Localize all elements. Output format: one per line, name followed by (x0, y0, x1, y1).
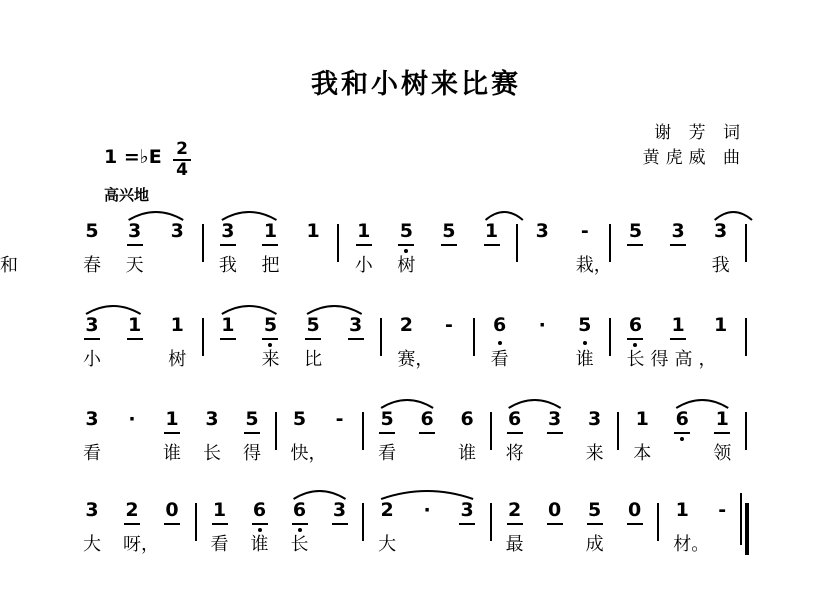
note: 1 (714, 314, 728, 336)
note: 3 (460, 499, 474, 521)
lyric-syllable: 谁 (162, 443, 181, 464)
eighth-underline (484, 244, 500, 246)
lyricist-credit: 谢 芳 词 (654, 123, 746, 143)
note: 1 (221, 314, 235, 336)
note: 1 (357, 220, 371, 242)
note: 5 (578, 314, 592, 336)
eighth-underline (127, 244, 143, 246)
final-barline (745, 503, 749, 555)
note: 5 (380, 408, 394, 430)
note: 6 (508, 408, 522, 430)
note: 3 (588, 408, 602, 430)
eighth-underline (252, 523, 268, 525)
eighth-underline (419, 432, 435, 434)
note: 5 (399, 220, 413, 242)
lyric-syllable: 树 (168, 349, 187, 370)
eighth-underline (398, 244, 414, 246)
eighth-underline (220, 338, 236, 340)
note: 5 (263, 314, 278, 336)
lyric-syllable: 大 (83, 534, 101, 555)
barline (490, 503, 492, 541)
barline (490, 412, 492, 450)
eighth-underline (262, 338, 278, 340)
note: 3 (671, 220, 685, 242)
note: 5 (306, 314, 320, 336)
eighth-underline (627, 523, 643, 525)
lyric-syllable: 看 (378, 443, 397, 464)
lyric-syllable: 本 (633, 443, 652, 464)
barline (745, 224, 747, 262)
note: 6 (252, 499, 267, 521)
eighth-underline (674, 432, 690, 434)
note: 3 (548, 408, 562, 430)
low-octave-dot (258, 528, 262, 532)
note: 1 (263, 220, 278, 242)
lyric-syllable: 我 (218, 255, 237, 276)
staff-line-2 (0, 314, 832, 404)
eighth-underline (670, 244, 686, 246)
lyric-syllable: 比 (304, 349, 323, 370)
lyric-syllable: 看 (83, 443, 101, 464)
eighth-underline (507, 523, 523, 525)
note: 0 (628, 499, 642, 521)
time-signature (173, 141, 191, 179)
eighth-underline (164, 432, 180, 434)
lyric-syllable: 长 (290, 534, 309, 555)
dotted-note: · (423, 499, 431, 521)
note: 3 (332, 499, 347, 521)
note: 1 (671, 314, 685, 336)
note: 6 (675, 408, 689, 430)
eighth-underline (84, 338, 100, 340)
lyric-syllable: 最 (505, 534, 524, 555)
note: 3 (349, 314, 363, 336)
note: 3 (85, 499, 99, 521)
low-octave-dot (268, 343, 272, 347)
lyric-syllable: 谁 (250, 534, 269, 555)
barline (657, 503, 659, 541)
eighth-underline (164, 523, 180, 525)
note: 3 (221, 220, 235, 242)
barline (362, 503, 364, 541)
lyric-syllable: 小 (354, 255, 373, 276)
note: 3 (205, 408, 219, 430)
note: 1 (484, 220, 499, 242)
lyric-syllable: 春 (83, 255, 101, 276)
low-octave-dot (633, 343, 637, 347)
note: 0 (165, 499, 179, 521)
lyric-syllable: 我 (711, 255, 730, 276)
note: 5 (628, 220, 643, 242)
eighth-underline (212, 523, 228, 525)
lyric-syllable: 长得高， (626, 349, 723, 370)
note: 2 (380, 499, 394, 521)
lyric-syllable: 谁 (458, 443, 477, 464)
lyric-syllable: 呀， (122, 534, 159, 555)
lyric-syllable: 来 (261, 349, 280, 370)
lyric-syllable: 成 (585, 534, 604, 555)
lyric-syllable: 天 (125, 255, 144, 276)
lyric-syllable: 得 (242, 443, 261, 464)
lyric-syllable: 谁 (575, 349, 594, 370)
note: 5 (292, 408, 307, 430)
barline (275, 412, 277, 450)
lyric-syllable: 长 (202, 443, 221, 464)
lyric-syllable: 把 (261, 255, 280, 276)
eighth-underline (292, 523, 308, 525)
eighth-underline (124, 523, 140, 525)
eighth-underline (627, 244, 643, 246)
barline (516, 224, 518, 262)
staff-line-3 (0, 408, 832, 498)
note: 3 (85, 314, 99, 336)
note: 0 (548, 499, 562, 521)
lyric-syllable: 来 (585, 443, 604, 464)
eighth-underline (459, 523, 475, 525)
dotted-note: · (128, 408, 136, 430)
eighth-underline (262, 244, 278, 246)
barline (745, 412, 747, 450)
note: 1 (635, 408, 649, 430)
low-octave-dot (680, 437, 684, 441)
barline (362, 412, 364, 450)
note: 6 (628, 314, 643, 336)
dotted-note: · (538, 314, 546, 336)
slur (129, 212, 184, 220)
note: 1 (127, 314, 142, 336)
note: 3 (127, 220, 142, 242)
eighth-underline (547, 432, 563, 434)
note: 1 (306, 220, 320, 242)
dash-note: - (718, 499, 727, 521)
note: 5 (85, 220, 99, 242)
key-signature: 1 =♭E (104, 146, 162, 168)
lyric-syllable: 看 (490, 349, 509, 370)
note: 2 (125, 499, 139, 521)
low-octave-dot (583, 341, 587, 345)
composer-credit: 黄虎威 曲 (642, 148, 746, 168)
dash-note: - (335, 408, 344, 430)
low-octave-dot (404, 249, 408, 253)
low-octave-dot (498, 341, 502, 345)
barline (380, 318, 382, 356)
note: 3 (535, 220, 549, 242)
note: 5 (442, 220, 456, 242)
lyric-syllable: 材。 (673, 534, 710, 555)
note: 6 (492, 314, 507, 336)
low-octave-dot (298, 528, 302, 532)
barline (337, 224, 339, 262)
eighth-underline (332, 523, 348, 525)
staff-line-4 (0, 499, 832, 589)
barline (473, 318, 475, 356)
song-title: 我和小树来比赛 (311, 69, 521, 100)
time-signature-bottom: 4 (176, 160, 188, 180)
tempo-marking: 高兴地 (104, 186, 150, 204)
note: 5 (588, 499, 602, 521)
barline (617, 412, 619, 450)
note: 3 (714, 220, 728, 242)
note: 1 (675, 499, 689, 521)
note: 1 (212, 499, 227, 521)
eighth-underline (547, 523, 563, 525)
eighth-underline (348, 338, 364, 340)
eighth-underline (714, 432, 730, 434)
slur (486, 212, 523, 220)
note: 6 (292, 499, 307, 521)
note: 6 (420, 408, 434, 430)
lyric-syllable: 赛， (397, 349, 434, 370)
eighth-underline (244, 432, 260, 434)
barline (609, 318, 611, 356)
eighth-underline (627, 338, 643, 340)
lyric-syllable: 小 (83, 349, 101, 370)
barline (202, 318, 204, 356)
slur (222, 212, 277, 220)
staff-line-1 (0, 220, 832, 310)
note: 2 (399, 314, 413, 336)
lyric-syllable: 和 (0, 255, 18, 276)
note: 1 (165, 408, 179, 430)
note: 6 (460, 408, 474, 430)
barline (202, 224, 204, 262)
eighth-underline (356, 244, 372, 246)
lyric-syllable: 栽， (575, 255, 612, 276)
eighth-underline (220, 244, 236, 246)
note: 2 (508, 499, 522, 521)
eighth-underline (441, 244, 457, 246)
note: 3 (170, 220, 184, 242)
lyric-syllable: 快， (290, 443, 327, 464)
lyric-syllable: 树 (397, 255, 416, 276)
eighth-underline (507, 432, 523, 434)
eighth-underline (587, 523, 603, 525)
barline (195, 503, 197, 541)
final-barline-thin (740, 493, 742, 545)
dash-note: - (444, 314, 453, 336)
time-signature-top: 2 (176, 139, 188, 159)
slur (715, 212, 752, 220)
dash-note: - (580, 220, 589, 242)
lyric-syllable: 大 (378, 534, 397, 555)
note: 1 (170, 314, 184, 336)
lyric-syllable: 看 (210, 534, 229, 555)
lyric-syllable: 领 (713, 443, 732, 464)
eighth-underline (670, 338, 686, 340)
eighth-underline (305, 338, 321, 340)
note: 5 (245, 408, 259, 430)
eighth-underline (379, 432, 395, 434)
eighth-underline (127, 338, 143, 340)
barline (745, 318, 747, 356)
note: 1 (715, 408, 729, 430)
note: 3 (85, 408, 99, 430)
lyric-syllable: 将 (505, 443, 524, 464)
